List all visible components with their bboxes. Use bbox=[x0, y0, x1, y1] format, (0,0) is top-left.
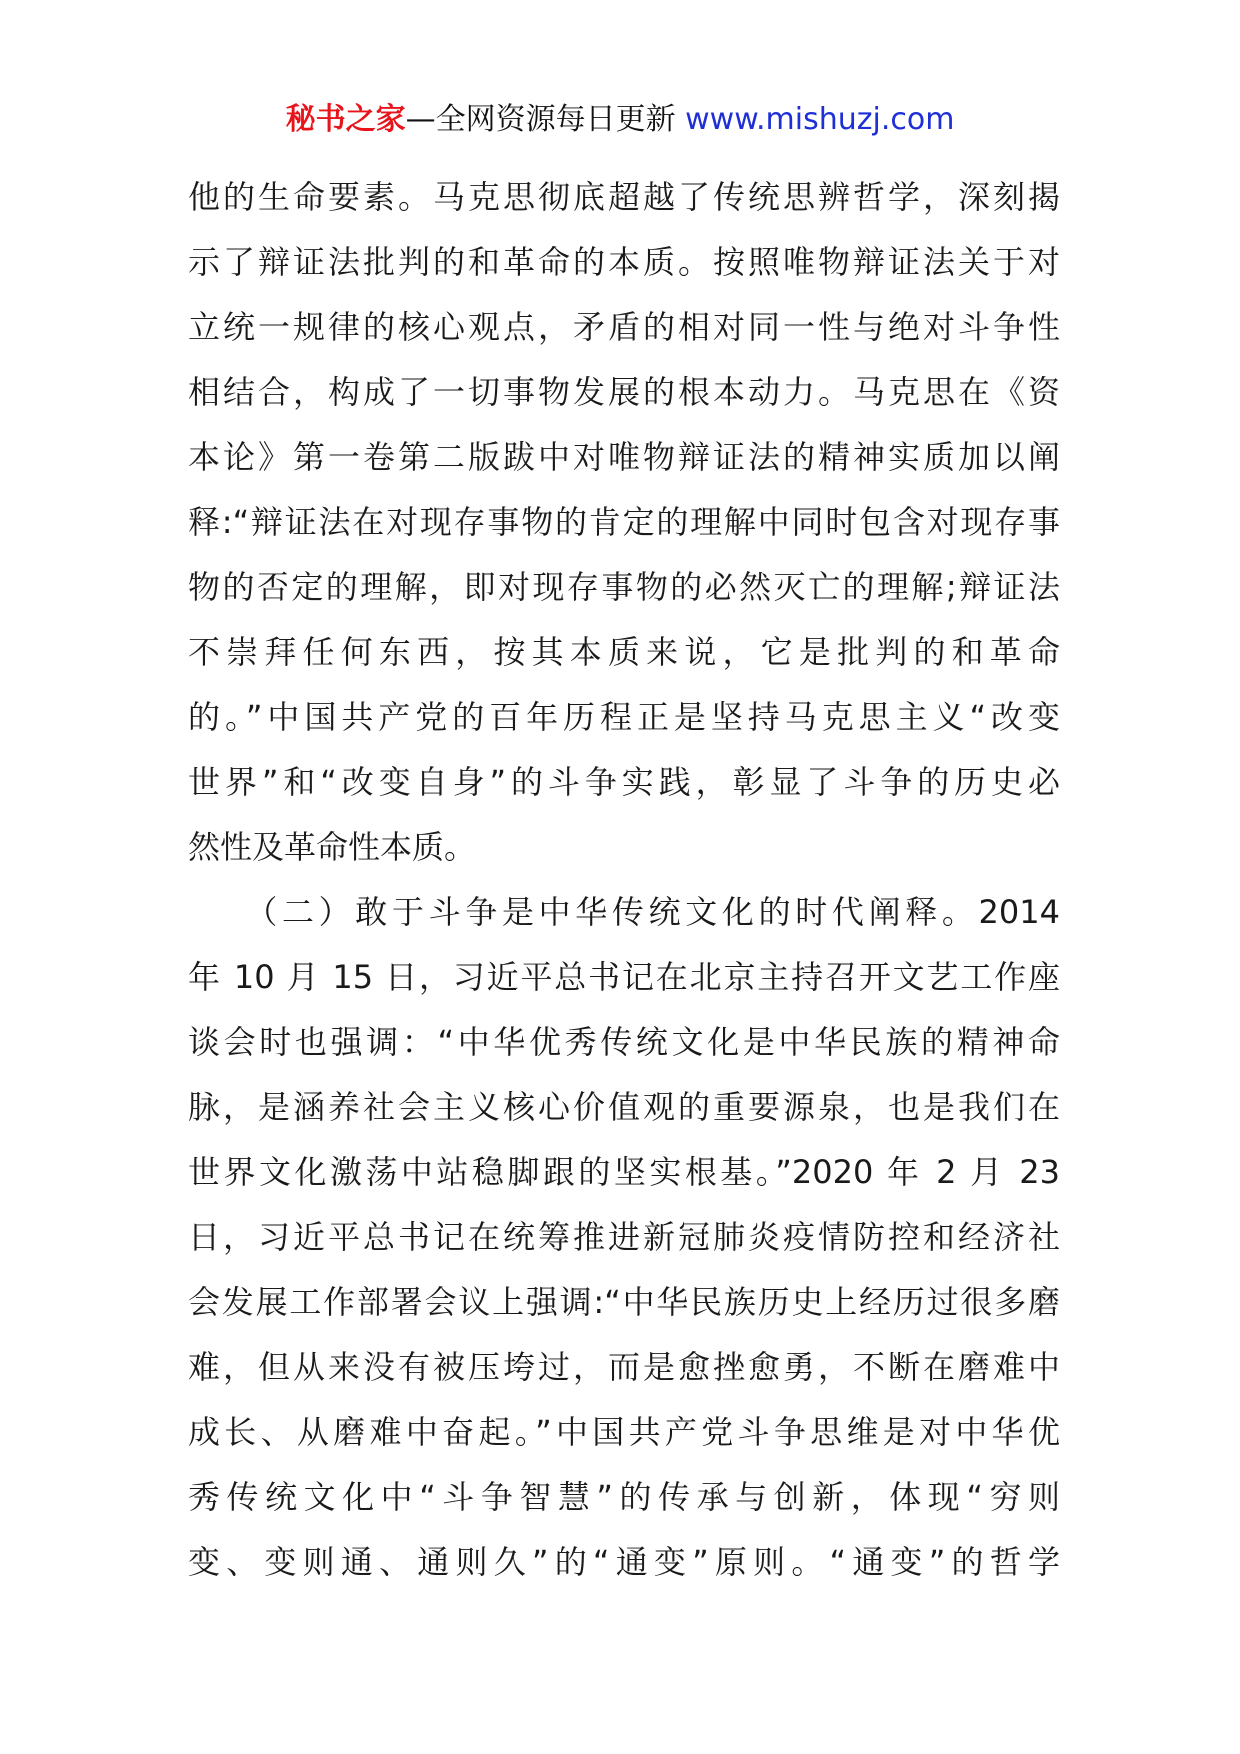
text-line: 谈会时也强调：“中华优秀传统文化是中华民族的精神命 bbox=[188, 1023, 1060, 1061]
text-line: 日，习近平总书记在统筹推进新冠肺炎疫情防控和经济社 bbox=[188, 1218, 1060, 1256]
text-line: 秀传统文化中“斗争智慧”的传承与创新，体现“穷则 bbox=[188, 1478, 1060, 1516]
text-line: 示了辩证法批判的和革命的本质。按照唯物辩证法关于对 bbox=[188, 243, 1060, 281]
text-line: 变、变则通、通则久”的“通变”原则。“通变”的哲学 bbox=[188, 1543, 1060, 1581]
text-line: 世界文化激荡中站稳脚跟的坚实根基。”2020 年 2 月 23 bbox=[188, 1153, 1060, 1191]
text-line: 难，但从来没有被压垮过，而是愈挫愈勇，不断在磨难中 bbox=[188, 1348, 1060, 1386]
text-line: 成长、从磨难中奋起。”中国共产党斗争思维是对中华优 bbox=[188, 1413, 1060, 1451]
text-line: 的。”中国共产党的百年历程正是坚持马克思主义“改变 bbox=[188, 698, 1060, 736]
text-line: 然性及革命性本质。 bbox=[188, 828, 477, 866]
text-line: 释:“辩证法在对现存事物的肯定的理解中同时包含对现存事 bbox=[188, 503, 1060, 541]
text-line: 相结合，构成了一切事物发展的根本动力。马克思在《资 bbox=[188, 373, 1060, 411]
paragraph bbox=[188, 165, 1060, 880]
text-line: 年 10 月 15 日，习近平总书记在北京主持召开文艺工作座 bbox=[188, 958, 1060, 996]
text-line: 他的生命要素。马克思彻底超越了传统思辨哲学，深刻揭 bbox=[188, 178, 1060, 216]
brand-name: 秘书之家 bbox=[285, 102, 406, 137]
text-line: 会发展工作部署会议上强调:“中华民族历史上经历过很多磨 bbox=[188, 1283, 1060, 1321]
paragraph bbox=[188, 880, 1060, 1595]
text-line: 脉，是涵养社会主义核心价值观的重要源泉，也是我们在 bbox=[188, 1088, 1060, 1126]
document-body bbox=[188, 165, 1060, 1595]
page-header bbox=[0, 100, 1240, 140]
text-line: 世界”和“改变自身”的斗争实践，彰显了斗争的历史必 bbox=[188, 763, 1060, 801]
text-line: （二）敢于斗争是中华传统文化的时代阐释。2014 bbox=[188, 893, 1060, 931]
header-tagline: —全网资源每日更新 bbox=[405, 102, 686, 137]
text-line: 本论》第一卷第二版跋中对唯物辩证法的精神实质加以阐 bbox=[188, 438, 1060, 476]
text-line: 物的否定的理解，即对现存事物的必然灭亡的理解;辩证法 bbox=[188, 568, 1060, 606]
text-line: 立统一规律的核心观点，矛盾的相对同一性与绝对斗争性 bbox=[188, 308, 1060, 346]
text-line: 不崇拜任何东西，按其本质来说，它是批判的和革命 bbox=[188, 633, 1060, 671]
site-url-link[interactable]: www.mishuzj.com bbox=[685, 102, 955, 137]
